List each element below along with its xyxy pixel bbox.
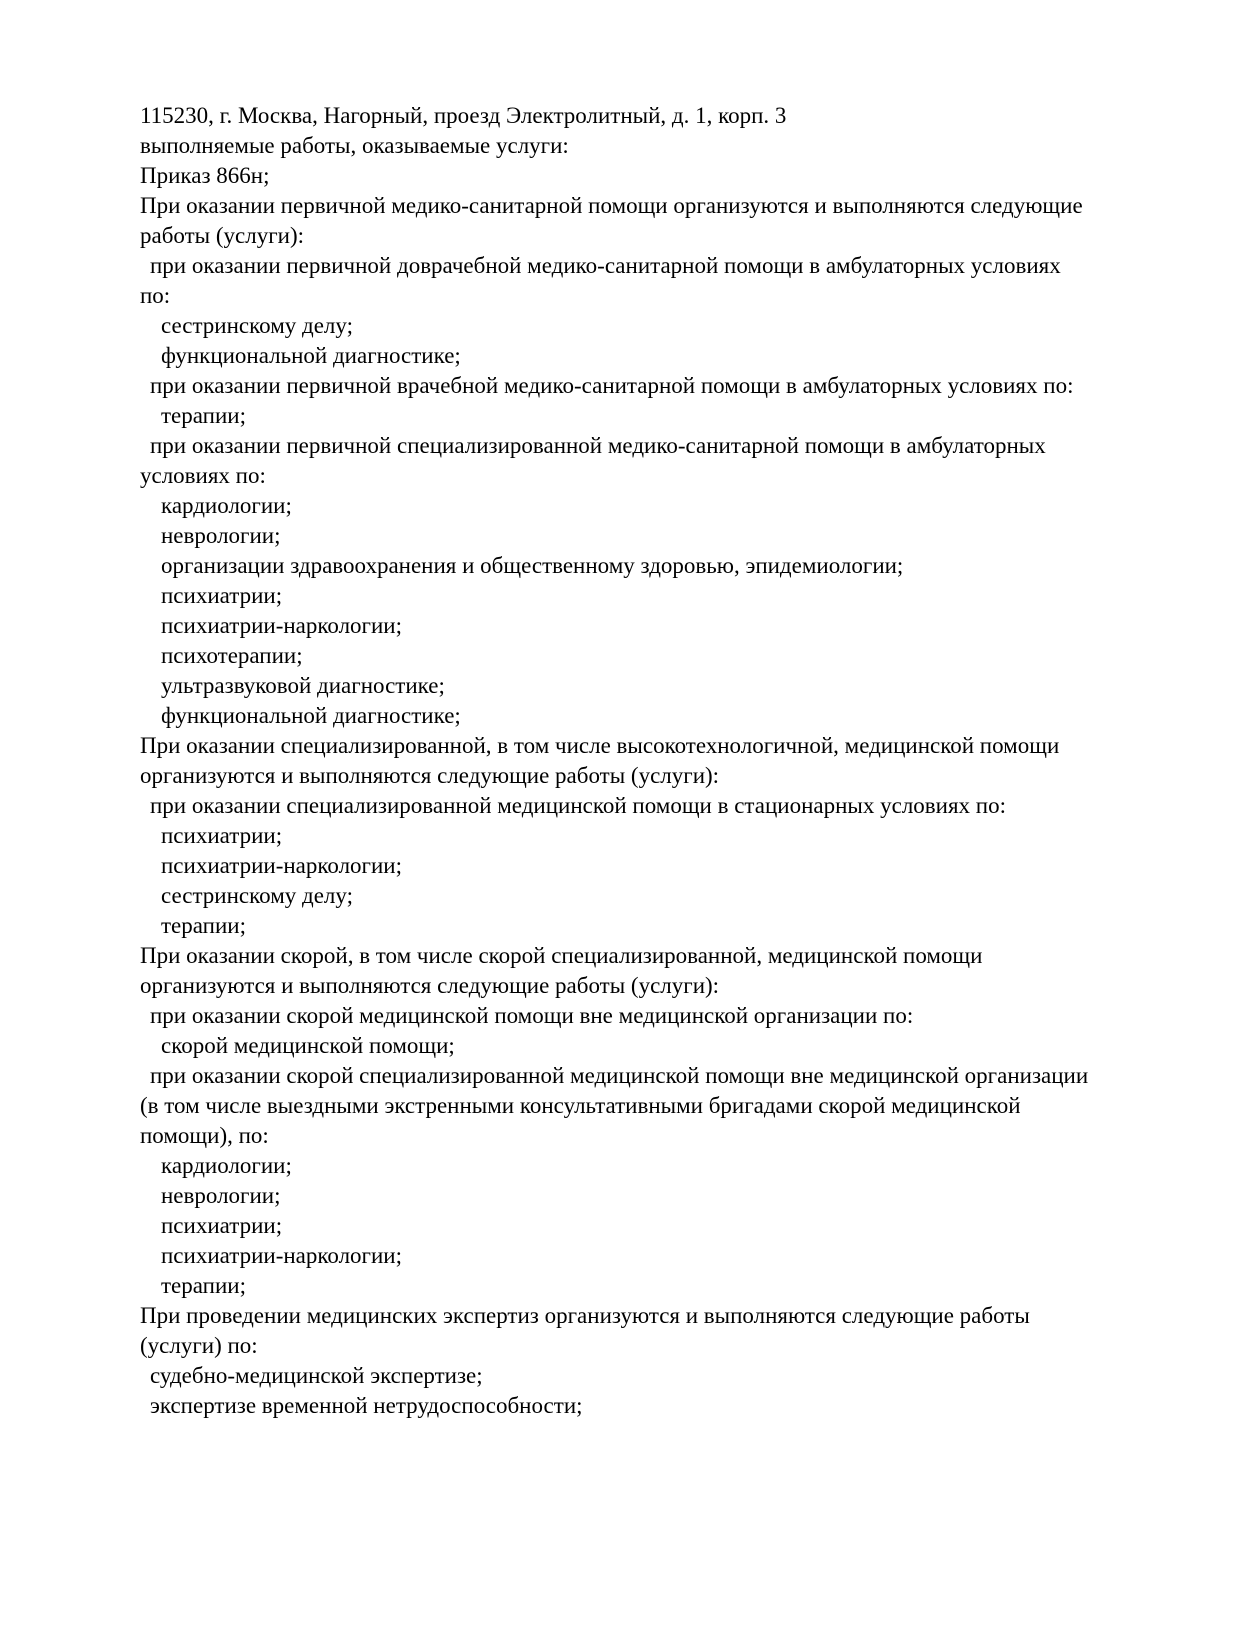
document-line: неврологии; — [161, 1183, 281, 1208]
document-line: сестринскому делу; — [161, 313, 353, 338]
document-line: Приказ 866н; — [140, 163, 270, 188]
document-line: организуются и выполняются следующие работы (услуги): — [140, 973, 720, 998]
document-line: При оказании скорой, в том числе скорой специализированной, медицинской помощи — [140, 943, 983, 968]
document-line: при оказании первичной специализированной медико-санитарной помощи в амбулаторных — [150, 433, 1046, 458]
document-line: ультразвуковой диагностике; — [161, 673, 445, 698]
document-line: функциональной диагностике; — [161, 703, 461, 728]
document-line: сестринскому делу; — [161, 883, 353, 908]
document-line: при оказании скорой специализированной медицинской помощи вне медицинской организации — [150, 1063, 1089, 1088]
document-line: при оказании первичной доврачебной медико-санитарной помощи в амбулаторных условиях — [150, 253, 1061, 278]
document-line: работы (услуги): — [140, 223, 304, 248]
document-line: психиатрии; — [161, 823, 283, 848]
document-line: 115230, г. Москва, Нагорный, проезд Электролитный, д. 1, корп. 3 — [140, 103, 787, 128]
document-line: (услуги) по: — [140, 1333, 258, 1358]
document-line: судебно-медицинской экспертизе; — [150, 1363, 483, 1388]
document-line: (в том числе выездными экстренными консультативными бригадами скорой медицинской — [140, 1093, 1021, 1118]
document-line: При проведении медицинских экспертиз организуются и выполняются следующие работы — [140, 1303, 1030, 1328]
document-line: неврологии; — [161, 523, 281, 548]
document-line: экспертизе временной нетрудоспособности; — [150, 1393, 583, 1418]
document-line: помощи), по: — [140, 1123, 269, 1148]
document-line: психиатрии-наркологии; — [161, 1243, 402, 1268]
document-line: при оказании первичной врачебной медико-санитарной помощи в амбулаторных условиях по: — [150, 373, 1074, 398]
document-line: психиатрии; — [161, 583, 283, 608]
document-line: при оказании специализированной медицинской помощи в стационарных условиях по: — [150, 793, 1006, 818]
document-line: при оказании скорой медицинской помощи вне медицинской организации по: — [150, 1003, 914, 1028]
document-line: терапии; — [161, 403, 246, 428]
document-line: терапии; — [161, 1273, 246, 1298]
document-line: кардиологии; — [161, 1153, 292, 1178]
document-line: При оказании специализированной, в том числе высокотехнологичной, медицинской помощи — [140, 733, 1060, 758]
document-line: организации здравоохранения и общественному здоровью, эпидемиологии; — [161, 553, 904, 578]
document-line: психотерапии; — [161, 643, 303, 668]
document-text-block — [140, 101, 1115, 1421]
document-line: скорой медицинской помощи; — [161, 1033, 455, 1058]
document-line: психиатрии-наркологии; — [161, 613, 402, 638]
document-line: При оказании первичной медико-санитарной помощи организуются и выполняются следующие — [140, 193, 1083, 218]
document-line: условиях по: — [140, 463, 266, 488]
document-line: терапии; — [161, 913, 246, 938]
document-line: психиатрии; — [161, 1213, 283, 1238]
document-line: функциональной диагностике; — [161, 343, 461, 368]
document-line: психиатрии-наркологии; — [161, 853, 402, 878]
document-line: организуются и выполняются следующие работы (услуги): — [140, 763, 720, 788]
document-line: по: — [140, 283, 171, 308]
document-line: кардиологии; — [161, 493, 292, 518]
document-line: выполняемые работы, оказываемые услуги: — [140, 133, 569, 158]
